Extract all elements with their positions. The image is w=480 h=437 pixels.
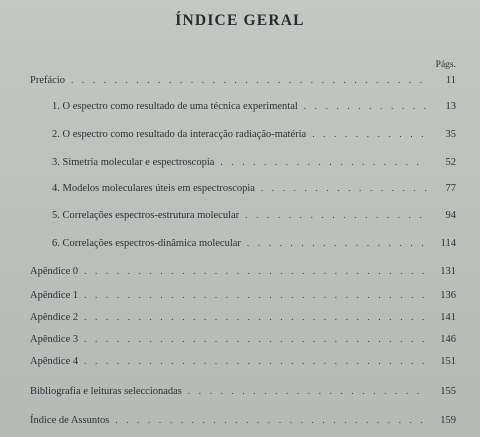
toc-entry-page: 11 (445, 75, 456, 86)
dot-leader (247, 236, 428, 250)
toc-entry-indice-assuntos[interactable] (30, 413, 456, 427)
toc-entry-page: 141 (440, 312, 456, 323)
toc-entry-label: Apêndice 4 (30, 356, 79, 367)
dot-leader (304, 99, 428, 113)
toc-entry-chapter-3[interactable] (52, 155, 456, 169)
toc-entry-page: 94 (445, 210, 456, 221)
dot-leader (188, 384, 428, 398)
dot-leader (84, 264, 428, 278)
toc-entry-label: 3. Simetria molecular e espectroscopia (52, 157, 215, 168)
toc-entry-page: 77 (445, 183, 456, 194)
toc-entry-page: 151 (440, 356, 456, 367)
toc-entry-chapter-6[interactable] (52, 236, 456, 250)
toc-entry-page: 131 (440, 266, 456, 277)
toc-entry-page: 35 (445, 129, 456, 140)
toc-entry-page: 52 (445, 157, 456, 168)
toc-entry-label: 2. O espectro como resultado da interacção radiação-matéria (52, 129, 307, 140)
dot-leader (245, 208, 428, 222)
toc-entry-label: Apêndice 0 (30, 266, 79, 277)
dot-leader (261, 181, 428, 195)
page-title: ÍNDICE GERAL (175, 12, 305, 29)
dot-leader (312, 127, 428, 141)
toc-entry-label: Bibliografia e leituras seleccionadas (30, 386, 182, 397)
toc-entry-bibliografia[interactable] (30, 384, 456, 398)
toc-entry-apendice-2[interactable] (30, 310, 456, 324)
pages-column-header: Págs. (435, 60, 456, 70)
toc-entry-label: Prefácio (30, 75, 65, 86)
toc-entry-chapter-5[interactable] (52, 208, 456, 222)
toc-entry-label: 6. Correlações espectros-dinâmica molecular (52, 238, 241, 249)
toc-entry-chapter-4[interactable] (52, 181, 456, 195)
toc-entry-apendice-0[interactable] (30, 264, 456, 278)
dot-leader (84, 354, 428, 368)
dot-leader (220, 155, 428, 169)
toc-entry-label: Apêndice 1 (30, 290, 79, 301)
toc-entry-label: 4. Modelos moleculares úteis em espectroscopia (52, 183, 255, 194)
toc-entry-label: 5. Correlações espectros-estrutura molecular (52, 210, 240, 221)
dot-leader (71, 73, 428, 87)
dot-leader (84, 332, 428, 346)
toc-entry-apendice-1[interactable] (30, 288, 456, 302)
toc-entry-prefacio[interactable] (30, 73, 456, 87)
toc-entry-page: 136 (440, 290, 456, 301)
dot-leader (84, 288, 428, 302)
toc-entry-page: 114 (440, 238, 456, 249)
toc-entry-page: 155 (440, 386, 456, 397)
dot-leader (84, 310, 428, 324)
toc-entry-page: 146 (440, 334, 456, 345)
toc-entry-chapter-1[interactable] (52, 99, 456, 113)
toc-entry-label: 1. O espectro como resultado de uma técnica experimental (52, 101, 298, 112)
toc-entry-chapter-2[interactable] (52, 127, 456, 141)
toc-entry-label: Apêndice 2 (30, 312, 79, 323)
toc-entry-apendice-4[interactable] (30, 354, 456, 368)
toc-entry-page: 13 (445, 101, 456, 112)
toc-entry-label: Índice de Assuntos (30, 415, 110, 426)
dot-leader (115, 413, 428, 427)
toc-entry-label: Apêndice 3 (30, 334, 79, 345)
toc-entry-apendice-3[interactable] (30, 332, 456, 346)
toc-entry-page: 159 (440, 415, 456, 426)
